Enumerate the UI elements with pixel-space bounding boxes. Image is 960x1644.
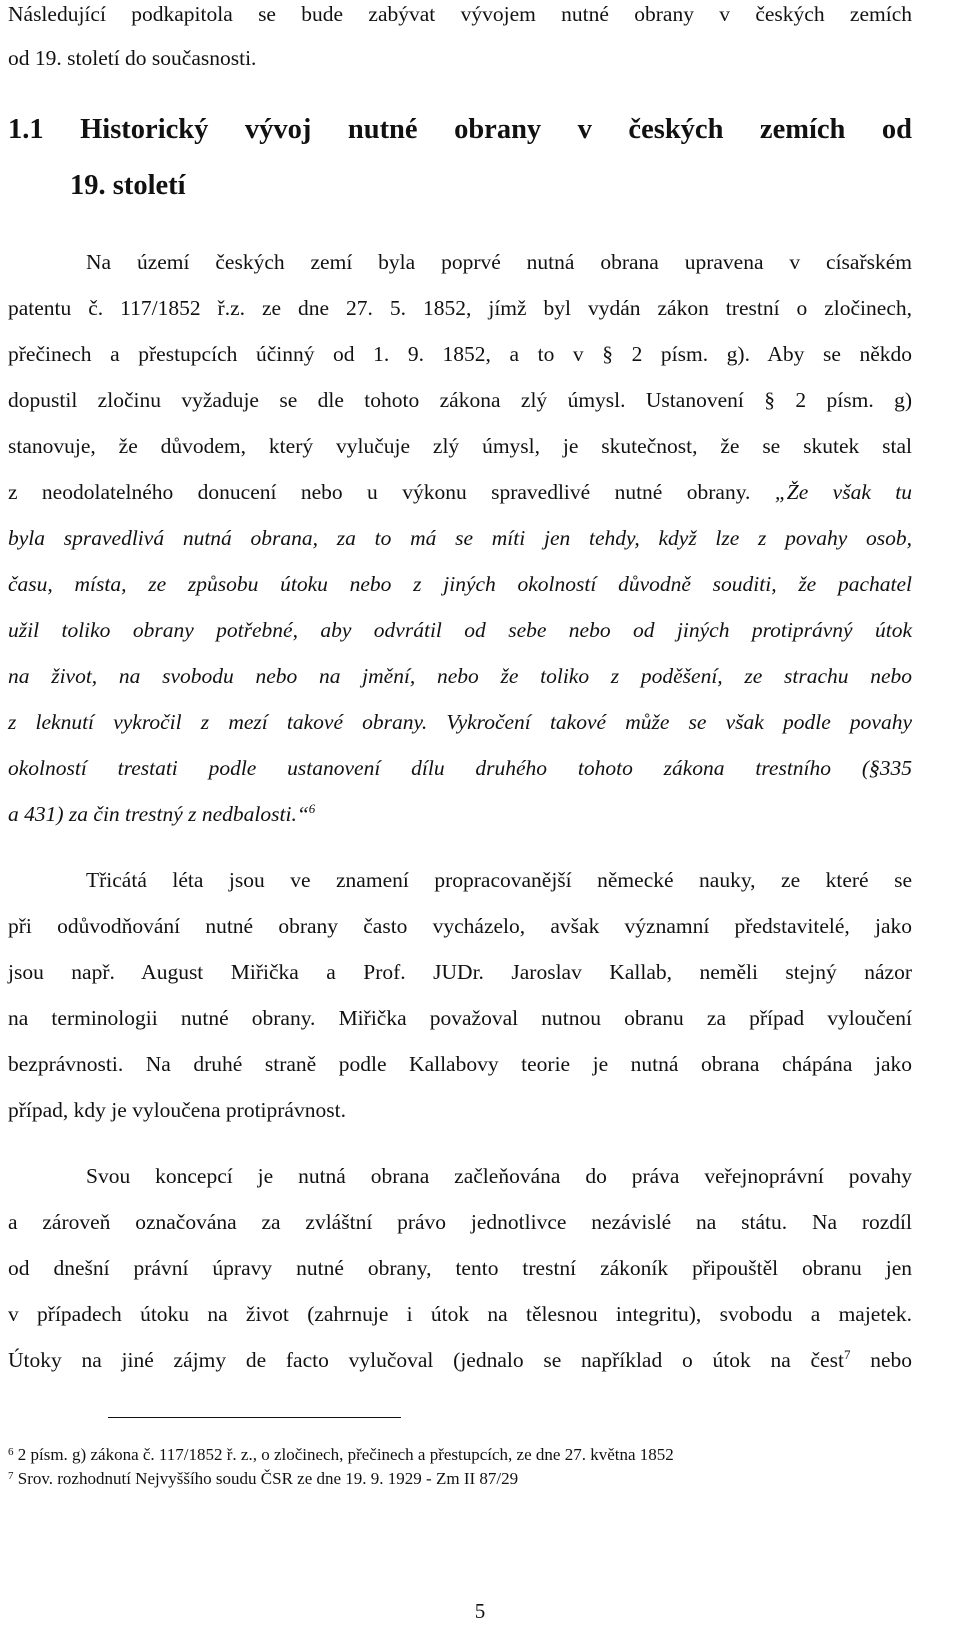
quote-line: času, místa, ze způsobu útoku nebo z jiných okolností důvodně souditi, že pachatel [8, 572, 912, 596]
paragraph-line [8, 1346, 912, 1374]
paragraph-line: od dnešní právní úpravy nutné obrany, tento trestní zákoník připouštěl obranu jen [8, 1256, 912, 1280]
paragraph-line [8, 478, 912, 506]
body-text-line: od 19. století do současnosti. [8, 46, 257, 70]
paragraph-line: případ, kdy je vyloučena protiprávnost. [8, 1098, 346, 1122]
paragraph-line: a zároveň označována za zvláštní právo jednotlivce nezávislé na státu. Na rozdíl [8, 1210, 912, 1234]
footnote-ref[interactable]: 6 [308, 801, 316, 816]
paragraph-line: v případech útoku na život (zahrnuje i útok na tělesnou integritu), svobodu a majetek. [8, 1302, 912, 1326]
footnote [8, 1468, 518, 1490]
body-text-line: Následující podkapitola se bude zabývat vývojem nutné obrany v českých zemích [8, 2, 912, 26]
quote-start: „Že však tu [774, 480, 912, 504]
paragraph-line: přečinech a přestupcích účinný od 1. 9. 1852, a to v § 2 písm. g). Aby se někdo [8, 342, 912, 366]
footnote-number: 7 [8, 1470, 14, 1482]
paragraph-line: Svou koncepcí je nutná obrana začleňována do práva veřejnoprávní povahy [86, 1164, 912, 1188]
page-number: 5 [474, 1599, 486, 1623]
quote-text: a 431) za čin trestný z nedbalosti.“ [8, 802, 309, 826]
footnote-separator [108, 1417, 401, 1418]
paragraph-line: stanovuje, že důvodem, který vylučuje zlý úmysl, je skutečnost, že se skutek stal [8, 434, 912, 458]
paragraph-line: dopustil zločinu vyžaduje se dle tohoto zákona zlý úmysl. Ustanovení § 2 písm. g) [8, 388, 912, 412]
quote-line [8, 800, 912, 828]
paragraph-text: nebo [850, 1348, 913, 1372]
footnote [8, 1444, 674, 1466]
paragraph-line: jsou např. August Miřička a Prof. JUDr. Jaroslav Kallab, neměli stejný názor [8, 960, 912, 984]
quote-line: na život, na svobodu nebo na jmění, nebo že toliko z poděšení, ze strachu nebo [8, 664, 912, 688]
section-heading-cont: 19. století [70, 170, 186, 201]
paragraph-line: bezprávnosti. Na druhé straně podle Kallabovy teorie je nutná obrana chápána jako [8, 1052, 912, 1076]
section-heading: 1.1 Historický vývoj nutné obrany v českých zemích od [8, 114, 912, 145]
footnote-ref[interactable]: 7 [843, 1347, 851, 1362]
footnote-text: 2 písm. g) zákona č. 117/1852 ř. z., o zločinech, přečinech a přestupcích, ze dne 27. května 1852 [13, 1445, 674, 1464]
quote-line: okolností trestati podle ustanovení dílu druhého tohoto zákona trestního (§335 [8, 756, 912, 780]
quote-line: užil toliko obrany potřebné, aby odvrátil od sebe nebo od jiných protiprávný útok [8, 618, 912, 642]
quote-line: z leknutí vykročil z mezí takové obrany. Vykročení takové může se však podle povahy [8, 710, 912, 734]
paragraph-text: Útoky na jiné zájmy de facto vylučoval (jednalo se například o útok na čest [8, 1348, 844, 1372]
paragraph-line: Na území českých zemí byla poprvé nutná obrana upravena v císařském [86, 250, 912, 274]
footnote-text: Srov. rozhodnutí Nejvyššího soudu ČSR ze dne 19. 9. 1929 - Zm II 87/29 [13, 1469, 519, 1488]
quote-line: byla spravedlivá nutná obrana, za to má se míti jen tehdy, když lze z povahy osob, [8, 526, 912, 550]
paragraph-line: při odůvodňování nutné obrany často vycházelo, avšak významní představitelé, jako [8, 914, 912, 938]
paragraph-text: z neodolatelného donucení nebo u výkonu spravedlivé nutné obrany. [8, 480, 775, 504]
paragraph-line: na terminologii nutné obrany. Miřička považoval nutnou obranu za případ vyloučení [8, 1006, 912, 1030]
footnote-number: 6 [8, 1446, 14, 1458]
paragraph-line: patentu č. 117/1852 ř.z. ze dne 27. 5. 1852, jímž byl vydán zákon trestní o zločinech, [8, 296, 912, 320]
paragraph-line: Třicátá léta jsou ve znamení propracovanější německé nauky, ze které se [86, 868, 912, 892]
